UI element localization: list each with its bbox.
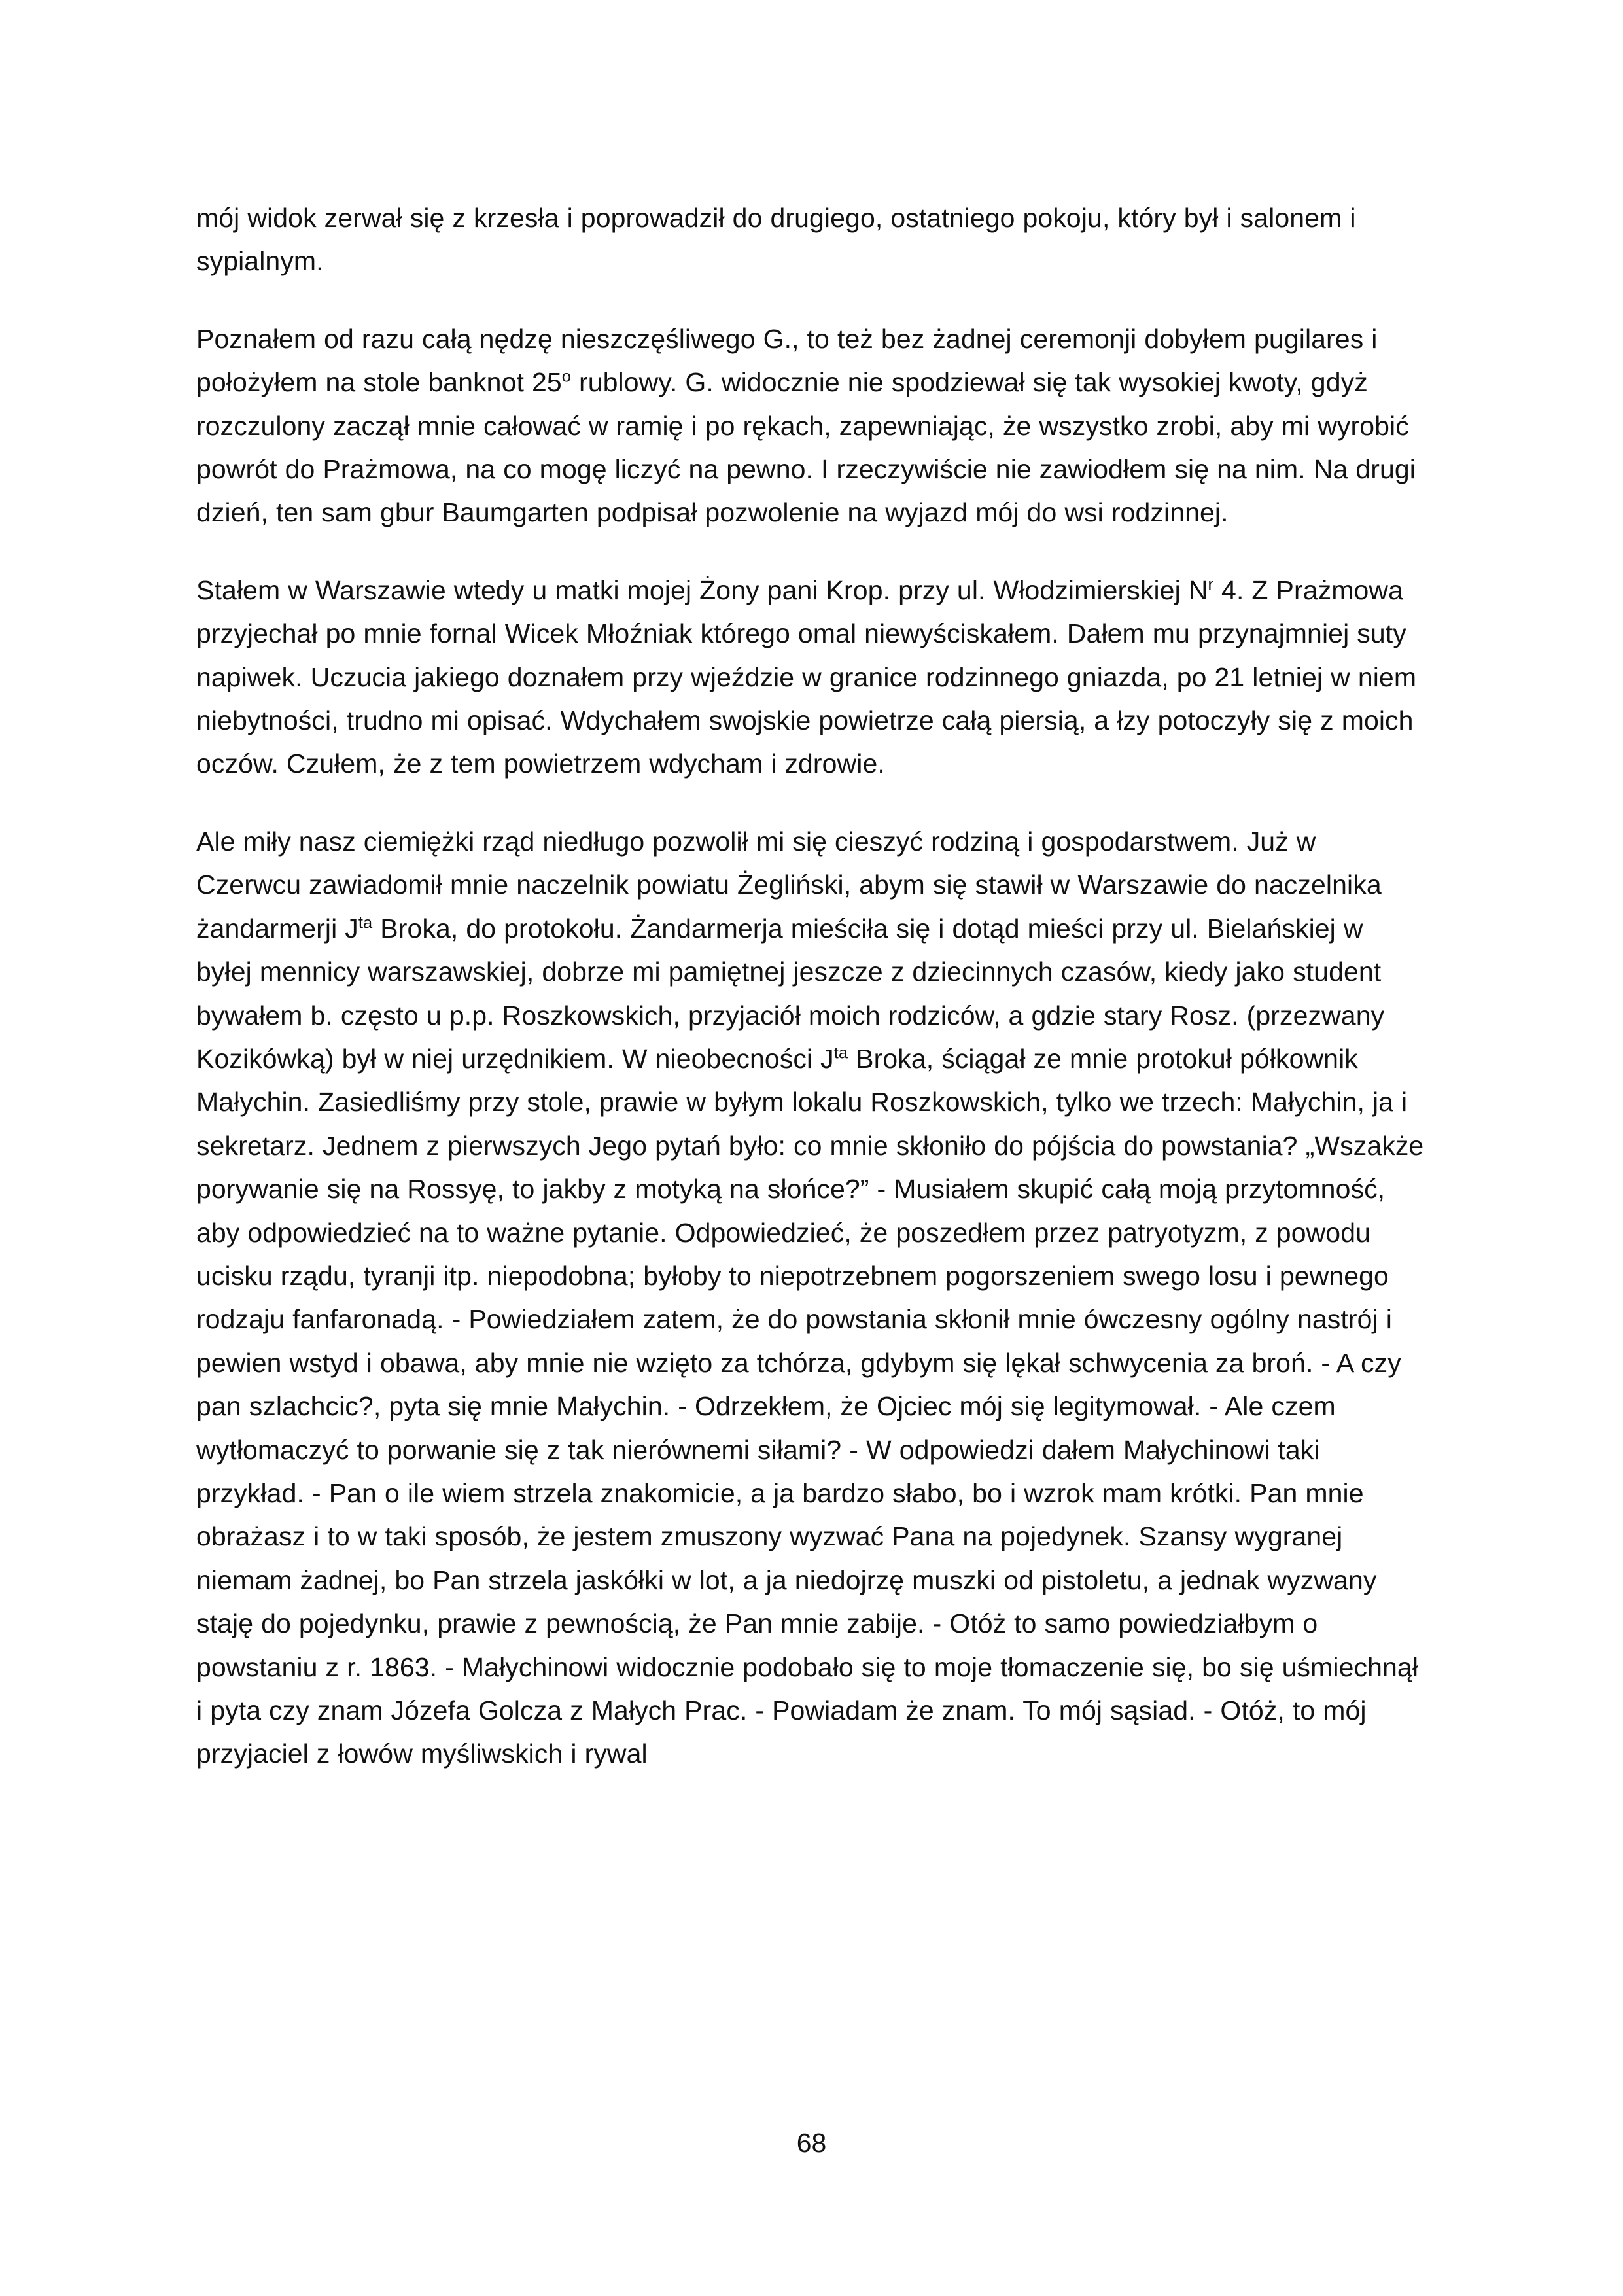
paragraph: mój widok zerwał się z krzesła i poprowadził do drugiego, ostatniego pokoju, który był i salonem i sypialnym. bbox=[196, 203, 1356, 277]
page-number: 68 bbox=[796, 2128, 827, 2158]
page-text-body bbox=[196, 196, 1426, 1776]
paragraph: Ale miły nasz ciemiężki rząd niedługo pozwolił mi się cieszyć rodziną i gospodarstwem. Już w Czerwcu zawiadomił mnie naczelnik powiatu Żegliński, abym się stawił w Warszawie do naczelnika żandarmerji $J^{ta}$ Broka, do protokołu. Żandarmerja mieściła się i dotąd mieści przy ul. Bielańskiej w byłej mennicy warszawskiej, dobrze mi pamiętnej jeszcze z dziecinnych czasów, kiedy jako student bywałem b. często u p.p. Roszkowskich, przyjaciół moich rodziców, a gdzie stary Rosz. (przezwany Kozikówką) był w niej urzędnikiem. W nieobecności $J^{ta}$ Broka, ściągał ze mnie protokuł półkownik Małychin. Zasiedliśmy przy stole, prawie w byłym lokalu Roszkowskich, tylko we trzech: Małychin, ja i sekretarz. Jednem z pierwszych Jego pytań było: co mnie skłoniło do pójścia do powstania? „Wszakże porywanie się na Rossyę, to jakby z motyką na słońce?” - Musiałem skupić całą moją przytomność, aby odpowiedzieć na to ważne pytanie. Odpowiedzieć, że poszedłem przez patryotyzm, z powodu ucisku rządu, tyranji itp. niepodobna; byłoby to niepotrzebnem pogorszeniem swego losu i pewnego rodzaju fanfaronadą. - Powiedziałem zatem, że do powstania skłonił mnie ówczesny ogólny nastrój i pewien wstyd i obawa, aby mnie nie wzięto za tchórza, gdybym się lękał schwycenia za broń. - A czy pan szlachcic?, pyta się mnie Małychin. - Odrzekłem, że Ojciec mój się legitymował. - Ale czem wytłomaczyć to porwanie się z tak nierównemi siłami? - W odpowiedzi dałem Małychinowi taki przykład. - Pan o ile wiem strzela znakomicie, a ja bardzo słabo, bo i wzrok mam krótki. Pan mnie obrażasz i to w taki sposób, że jestem zmuszony wyzwać Pana na pojedynek. Szansy wygranej niemam żadnej, bo Pan strzela jaskółki w lot, a ja niedojrzę muszki od pistoletu, a jednak wyzwany staję do pojedynku, prawie z pewnością, że Pan mnie zabije. - Otóż to samo powiedziałbym o powstaniu z r. 1863. - Małychinowi widocznie podobało się to moje tłomaczenie się, bo się uśmiechnął i pyta czy znam Józefa Golcza z Małych Prac. - Powiadam że znam. To mój sąsiad. - Otóż, to mój przyjaciel z łowów myśliwskich i rywal bbox=[196, 826, 1424, 1769]
paragraph: Stałem w Warszawie wtedy u matki mojej Żony pani Krop. przy ul. Włodzimierskiej $N^r$ 4. Z Prażmowa przyjechał po mnie fornal Wicek Młoźniak którego omal niewyściskałem. Dałem mu przynajmniej suty napiwek. Uczucia jakiego doznałem przy wjeździe w granice rodzinnego gniazda, po 21 letniej w niem niebytności, trudno mi opisać. Wdychałem swojskie powietrze całą piersią, a łzy potoczyły się z moich oczów. Czułem, że z tem powietrzem wdycham i zdrowie. bbox=[196, 574, 1417, 779]
paragraph: Poznałem od razu całą nędzę nieszczęśliwego G., to też bez żadnej ceremonji dobyłem pugilares i położyłem na stole banknot 25$^o$ rublowy. G. widocznie nie spodziewał się tak wysokiej kwoty, gdyż rozczulony zaczął mnie całować w ramię i po rękach, zapewniając, że wszystko zrobi, aby mi wyrobić powrót do Prażmowa, na co mogę liczyć na pewno. I rzeczywiście nie zawiodłem się na nim. Na drugi dzień, ten sam gbur Baumgarten podpisał pozwolenie na wyjazd mój do wsi rodzinnej. bbox=[196, 323, 1416, 528]
